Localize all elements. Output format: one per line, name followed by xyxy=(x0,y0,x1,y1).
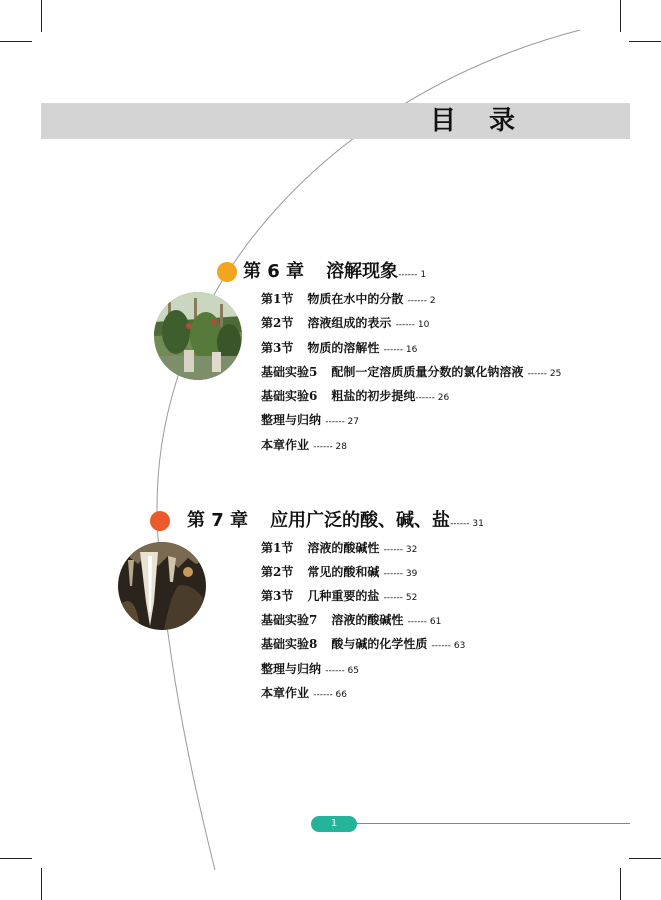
chapter-7-title: 应用广泛的酸、碱、盐 xyxy=(270,510,451,531)
toc-entry[interactable] xyxy=(261,685,347,703)
entry-page: ------ 39 xyxy=(383,569,418,579)
chapter-6-dot xyxy=(217,262,237,282)
page-number: 1 xyxy=(311,816,357,832)
chapter-7-label: 第 7 章 xyxy=(187,510,249,531)
entry-label: 第1节 xyxy=(261,541,294,555)
entry-title: 粗盐的初步提纯 xyxy=(331,389,416,403)
entry-title: 溶液的酸碱性 xyxy=(331,613,404,627)
toc-entry[interactable] xyxy=(261,315,429,333)
entry-label: 第1节 xyxy=(261,292,294,306)
toc-entry[interactable] xyxy=(261,540,417,558)
entry-label: 本章作业 xyxy=(261,686,310,700)
toc-entry[interactable] xyxy=(261,291,436,309)
entry-title: 配制一定溶质质量分数的氯化钠溶液 xyxy=(331,365,524,379)
toc-entry[interactable] xyxy=(261,340,417,358)
entry-label: 基础实验8 xyxy=(261,637,318,651)
entry-label: 基础实验6 xyxy=(261,389,318,403)
chapter-7-dot xyxy=(150,511,170,531)
toc-entry[interactable] xyxy=(261,437,347,455)
entry-title: 几种重要的盐 xyxy=(307,589,380,603)
entry-label: 整理与归纳 xyxy=(261,413,322,427)
chapter-6-page: ------ 1 xyxy=(398,270,427,280)
toc-entry[interactable] xyxy=(261,588,417,606)
entry-page: ------ 16 xyxy=(383,345,418,355)
entry-page: ------ 28 xyxy=(313,442,348,452)
toc-entry[interactable] xyxy=(261,636,465,654)
page-title: 目 录 xyxy=(430,106,528,136)
chapter-6-heading[interactable] xyxy=(243,261,426,286)
entry-title: 物质在水中的分散 xyxy=(307,292,404,306)
entry-page: ------ 26 xyxy=(415,393,450,403)
entry-page: ------ 66 xyxy=(313,690,348,700)
entry-label: 基础实验5 xyxy=(261,365,318,379)
entry-page: ------ 27 xyxy=(325,417,360,427)
entry-page: ------ 63 xyxy=(431,641,466,651)
entry-title: 物质的溶解性 xyxy=(307,341,380,355)
chapter-7-page: ------ 31 xyxy=(450,519,484,529)
entry-label: 第2节 xyxy=(261,316,294,330)
toc-entry[interactable] xyxy=(261,412,359,430)
stalactite-cave-photo xyxy=(118,542,206,630)
entry-label: 基础实验7 xyxy=(261,613,318,627)
entry-label: 第3节 xyxy=(261,589,294,603)
entry-title: 常见的酸和碱 xyxy=(307,565,380,579)
entry-page: ------ 2 xyxy=(407,296,436,306)
entry-label: 本章作业 xyxy=(261,438,310,452)
greenhouse-plants-photo xyxy=(154,292,242,380)
chapter-6-title: 溶解现象 xyxy=(326,261,399,282)
entry-page: ------ 32 xyxy=(383,545,418,555)
page-number-line xyxy=(354,823,630,824)
entry-title: 酸与碱的化学性质 xyxy=(331,637,428,651)
entry-label: 第3节 xyxy=(261,341,294,355)
entry-page: ------ 10 xyxy=(395,320,430,330)
entry-page: ------ 61 xyxy=(407,617,442,627)
toc-entry[interactable] xyxy=(261,612,441,630)
chapter-6-label: 第 6 章 xyxy=(243,261,305,282)
title-bar xyxy=(41,103,630,139)
entry-page: ------ 25 xyxy=(527,369,562,379)
entry-title: 溶液的酸碱性 xyxy=(307,541,380,555)
entry-label: 整理与归纳 xyxy=(261,662,322,676)
toc-entry[interactable] xyxy=(261,364,561,382)
entry-label: 第2节 xyxy=(261,565,294,579)
entry-title: 溶液组成的表示 xyxy=(307,316,392,330)
entry-page: ------ 65 xyxy=(325,666,360,676)
toc-entry[interactable] xyxy=(261,564,417,582)
toc-entry[interactable] xyxy=(261,661,359,679)
chapter-7-heading[interactable] xyxy=(187,510,484,535)
toc-entry[interactable] xyxy=(261,388,449,406)
entry-page: ------ 52 xyxy=(383,593,418,603)
